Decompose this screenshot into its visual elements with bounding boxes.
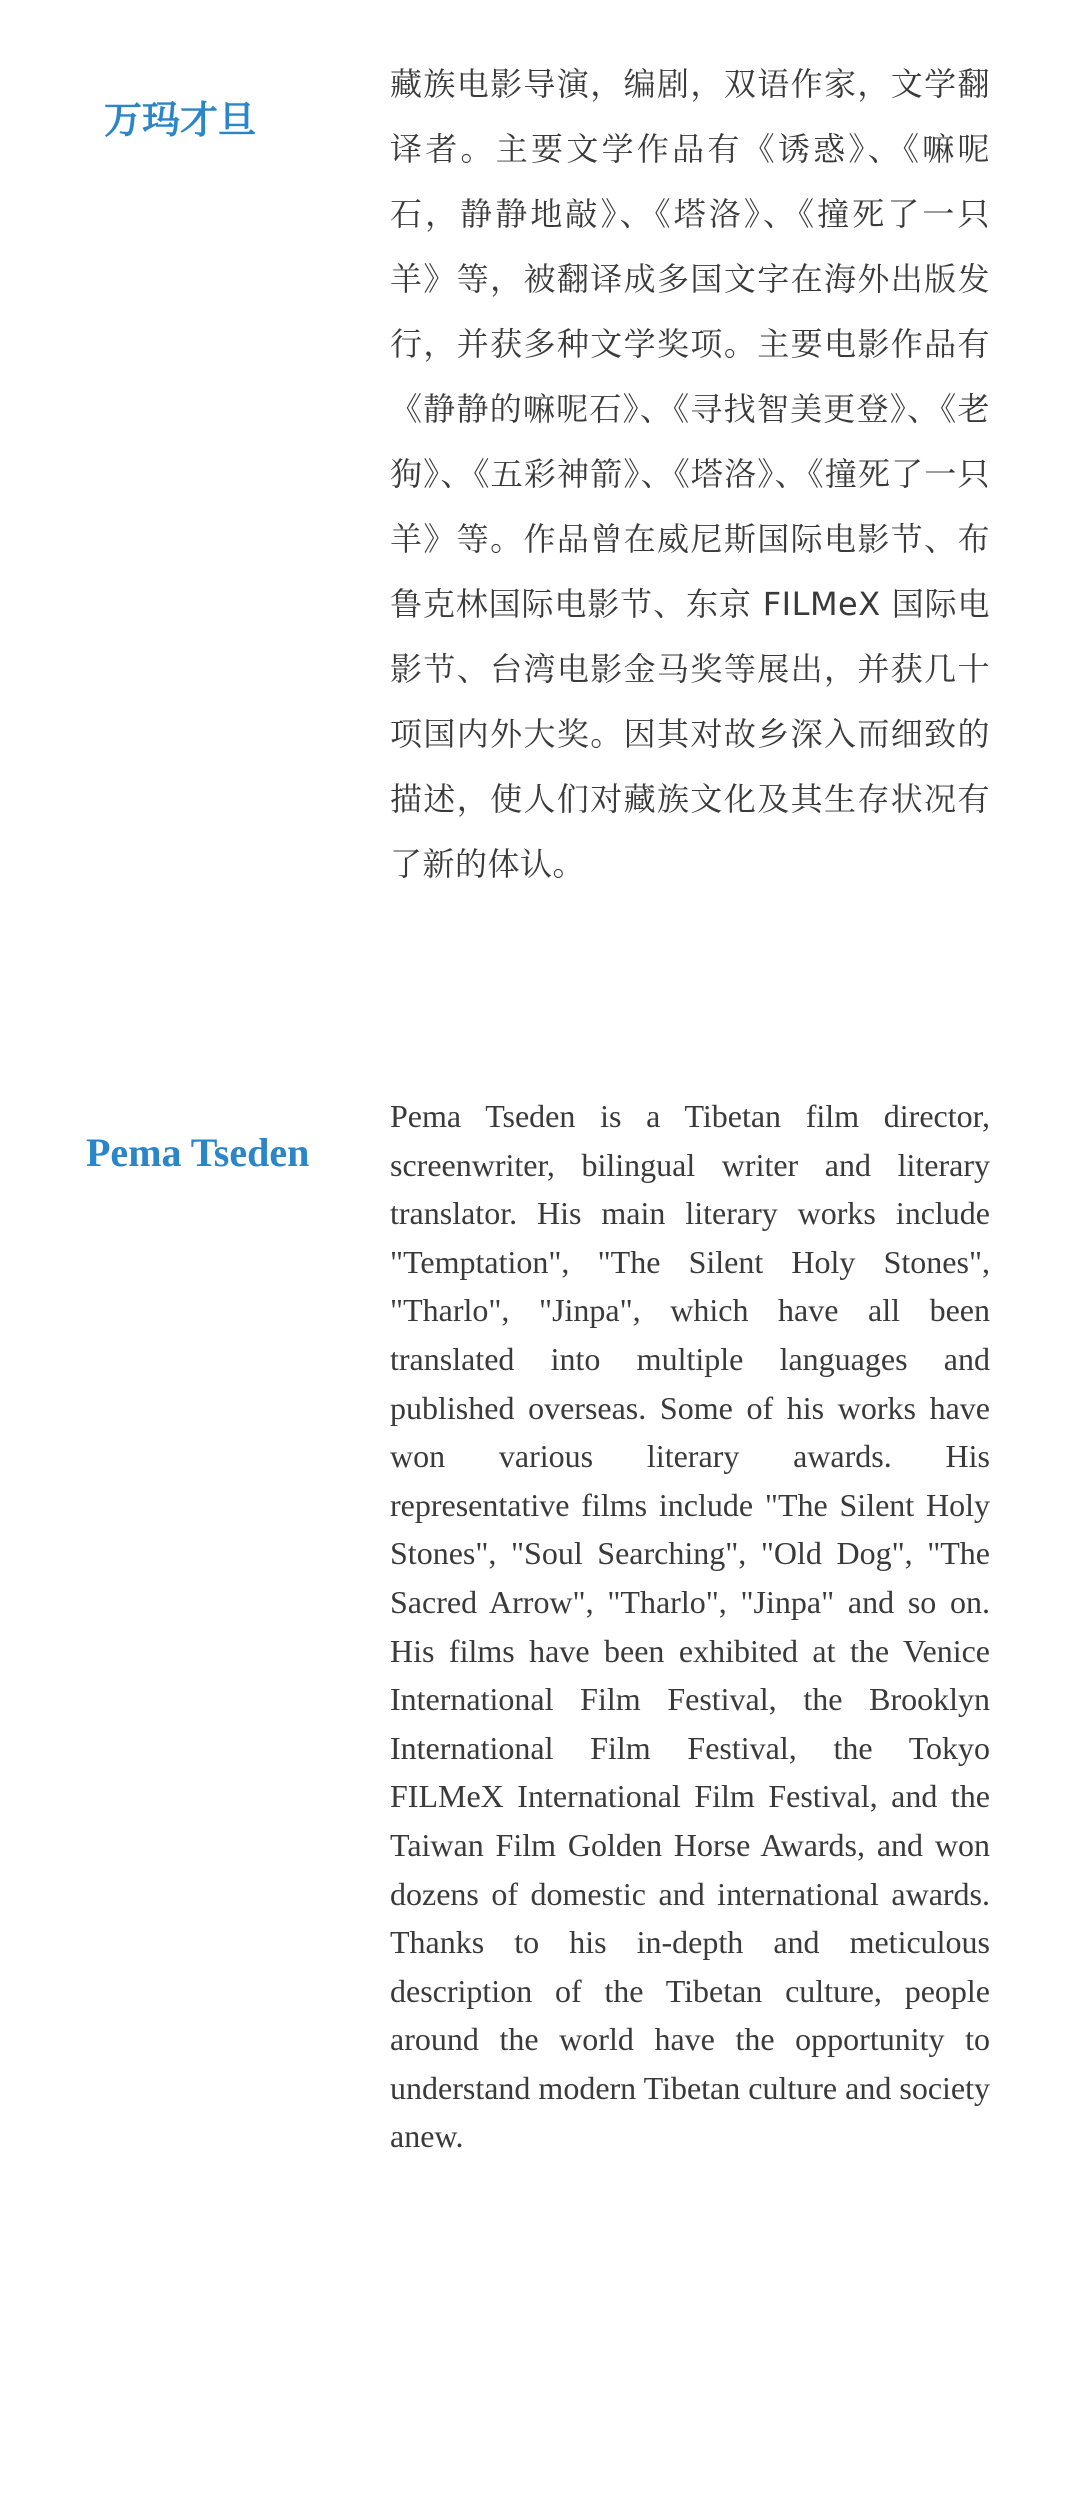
person-name-english: Pema Tseden: [86, 1130, 310, 1176]
person-name-chinese: 万玛才旦: [104, 97, 257, 142]
biography-chinese: 藏族电影导演，编剧，双语作家，文学翻译者。主要文学作品有《诱惑》、《嘛呢石，静静地敲》、《塔洛》、《撞死了一只羊》等，被翻译成多国文字在海外出版发行，并获多种文学奖项。主要电影作品有《静静的嘛呢石》、《寻找智美更登》、《老狗》、《五彩神箭》、《塔洛》、《撞死了一只羊》等。作品曾在威尼斯国际电影节、布鲁克林国际电影节、东京 FILMeX 国际电影节、台湾电影金马奖等展出，并获几十项国内外大奖。因其对故乡深入而细致的描述，使人们对藏族文化及其生存状况有了新的体认。: [390, 65, 990, 883]
biography-english: Pema Tseden is a Tibetan film director, screenwriter, bilingual writer and literary translator. His main literary works include "Temptation", "The Silent Holy Stones", "Tharlo", "Jinpa", which have all been translated into multiple languages and published overseas. Some of his works have won various literary awards. His representative films include "The Silent Holy Stones", "Soul Searching", "Old Dog", "The Sacred Arrow", "Tharlo", "Jinpa" and so on. His films have been exhibited at the Venice International Film Festival, the Brooklyn International Film Festival, the Tokyo FILMeX International Film Festival, and the Taiwan Film Golden Horse Awards, and won dozens of domestic and international awards. Thanks to his in-depth and meticulous description of the Tibetan culture, people around the world have the opportunity to understand modern Tibetan culture and society anew.: [390, 1098, 990, 2155]
